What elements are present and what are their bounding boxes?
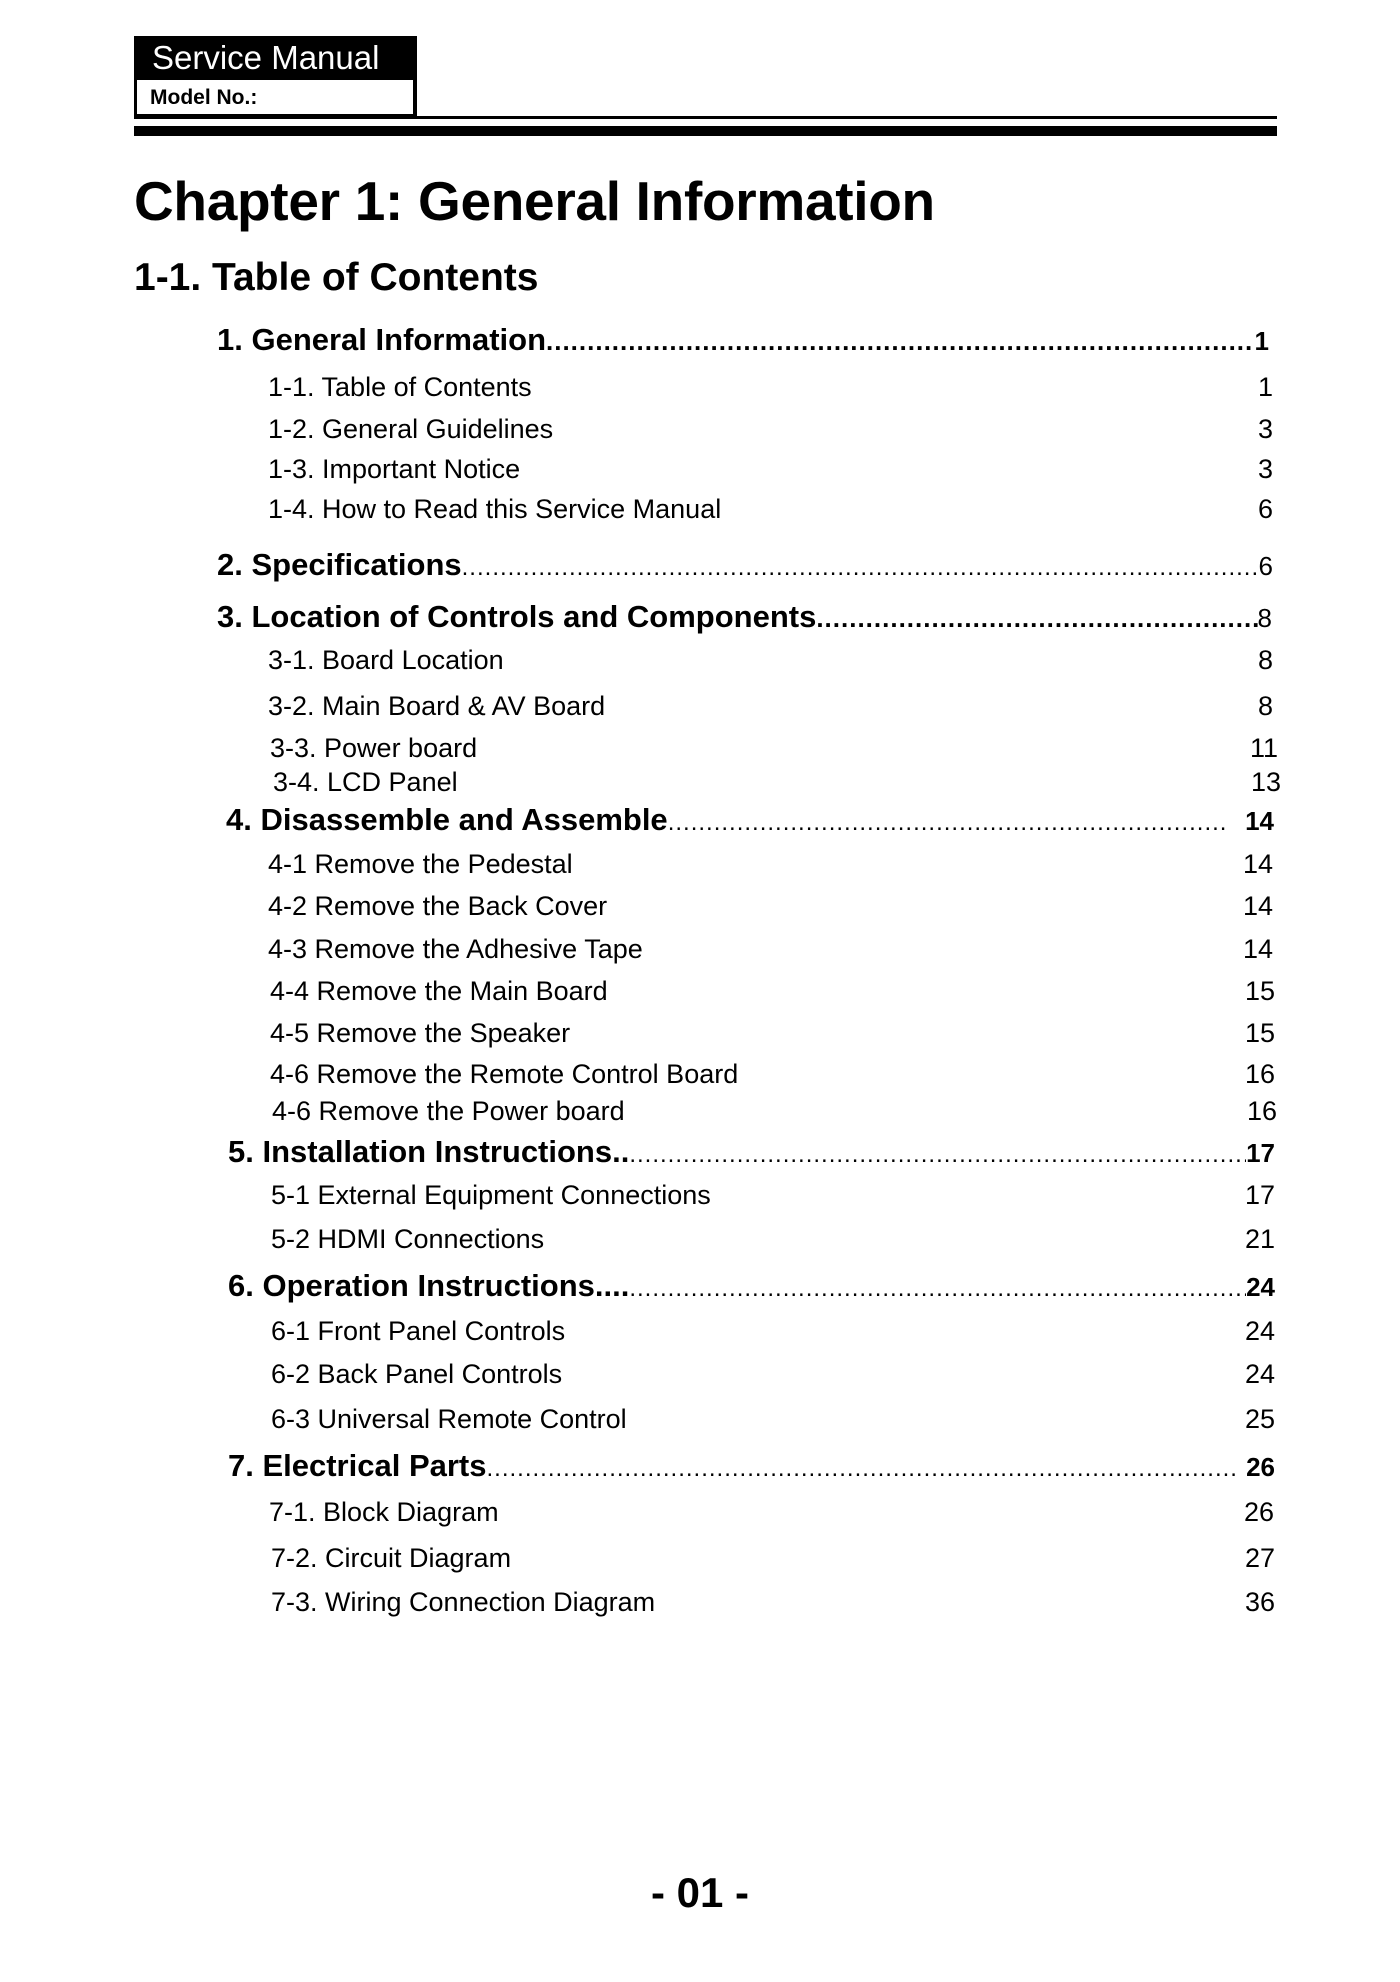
toc-entry-page: 14: [1242, 891, 1273, 921]
toc-entry-page: 27: [1244, 1543, 1275, 1573]
toc-entry-page: 15: [1244, 1018, 1275, 1048]
toc-entry-label: 5. Installation Instructions..: [228, 1134, 630, 1169]
toc-entry[interactable]: [269, 1497, 1274, 1533]
toc-entry-page: 36: [1244, 1587, 1275, 1617]
toc-entry-page: 21: [1244, 1224, 1275, 1254]
toc-entry-page: 1: [1254, 326, 1269, 356]
toc-entry[interactable]: [268, 372, 1273, 408]
toc-entry-label: 3-2. Main Board & AV Board: [268, 691, 606, 721]
toc-entry-page: 16: [1246, 1096, 1277, 1126]
toc-entry[interactable]: [270, 976, 1275, 1012]
toc-entry-label: 6. Operation Instructions....: [228, 1268, 630, 1303]
toc-entry-label: 5-2 HDMI Connections: [271, 1224, 545, 1254]
toc-entry[interactable]: [268, 691, 1273, 727]
toc-entry-page: 26: [1243, 1497, 1274, 1527]
toc-entry-page: 8: [1257, 691, 1273, 721]
toc-entry-label: 4-6 Remove the Remote Control Board: [270, 1059, 739, 1089]
toc-entry-page: 6: [1257, 494, 1273, 524]
toc-entry[interactable]: [268, 645, 1273, 681]
toc-entry-label: 6-2 Back Panel Controls: [271, 1359, 563, 1389]
toc-entry[interactable]: [268, 934, 1273, 970]
toc-entry[interactable]: [226, 802, 1274, 838]
toc-entry-label: 7-2. Circuit Diagram: [271, 1543, 512, 1573]
dot-leader: [629, 1141, 1246, 1169]
toc-entry-page: 24: [1244, 1316, 1275, 1346]
toc-entry-page: 26: [1246, 1452, 1275, 1482]
toc-entry[interactable]: [271, 1359, 1275, 1395]
toc-entry[interactable]: [217, 547, 1273, 583]
toc-entry-label: 4-4 Remove the Main Board: [270, 976, 608, 1006]
toc-entry-label: 3-3. Power board: [270, 733, 478, 763]
toc-entry-page: 17: [1244, 1180, 1275, 1210]
toc-entry-page: 14: [1245, 806, 1274, 836]
toc-entry-label: 1-4. How to Read this Service Manual: [268, 494, 722, 524]
toc-entry-page: 3: [1257, 414, 1273, 444]
toc-entry-label: 4-6 Remove the Power board: [272, 1096, 625, 1126]
toc-entry-label: 4. Disassemble and Assemble: [226, 802, 668, 837]
toc-entry-page: 8: [1257, 645, 1273, 675]
toc-entry-label: 2. Specifications: [217, 547, 462, 582]
dot-leader: [629, 1275, 1246, 1303]
toc-entry-label: 4-3 Remove the Adhesive Tape: [268, 934, 643, 964]
toc-entry[interactable]: [270, 1018, 1275, 1054]
toc-entry-page: 1: [1257, 372, 1273, 402]
toc-entry-page: 17: [1246, 1138, 1275, 1168]
toc-entry[interactable]: [271, 1224, 1275, 1260]
toc-entry[interactable]: [268, 454, 1273, 490]
toc-entry[interactable]: [217, 322, 1269, 358]
toc-entry-page: 16: [1244, 1059, 1275, 1089]
document-type-label: Service Manual: [152, 39, 380, 76]
chapter-title: Chapter 1: General Information: [134, 170, 935, 232]
dot-leader: [462, 554, 1259, 582]
toc-entry[interactable]: [270, 1059, 1275, 1095]
toc-entry-label: 7-1. Block Diagram: [269, 1497, 499, 1527]
toc-entry-page: 24: [1244, 1359, 1275, 1389]
toc-entry-label: 3-1. Board Location: [268, 645, 504, 675]
toc-entry[interactable]: [268, 849, 1273, 885]
toc-entry-page: 8: [1257, 603, 1272, 633]
header-rule-thick: [134, 126, 1277, 136]
toc-entry-label: 4-2 Remove the Back Cover: [268, 891, 608, 921]
dot-leader: [816, 603, 1257, 634]
toc-entry[interactable]: [228, 1268, 1275, 1304]
toc-entry-label: 4-1 Remove the Pedestal: [268, 849, 573, 879]
toc-entry-page: 3: [1257, 454, 1273, 484]
toc-entry-page: 14: [1242, 849, 1273, 879]
toc-entry-label: 4-5 Remove the Speaker: [270, 1018, 571, 1048]
toc-entry[interactable]: [268, 414, 1273, 450]
dot-leader: [668, 809, 1227, 837]
toc-entry-page: 25: [1244, 1404, 1275, 1434]
toc-entry[interactable]: [271, 1587, 1275, 1623]
toc-entry-label: 1-3. Important Notice: [268, 454, 521, 484]
toc-entry-page: 11: [1249, 733, 1278, 763]
toc-entry-page: 14: [1242, 934, 1273, 964]
toc-entry[interactable]: [228, 1448, 1275, 1484]
toc-entry[interactable]: [271, 1180, 1275, 1216]
toc-entry-page: 13: [1250, 767, 1281, 797]
toc-entry[interactable]: [273, 767, 1281, 803]
toc-entry[interactable]: [271, 1316, 1275, 1352]
toc-entry-label: 6-1 Front Panel Controls: [271, 1316, 566, 1346]
toc-entry-label: 3-4. LCD Panel: [273, 767, 458, 797]
section-title: 1-1. Table of Contents: [134, 256, 539, 299]
toc-entry-label: 3. Location of Controls and Components: [217, 599, 817, 634]
toc-entry-label: 1-2. General Guidelines: [268, 414, 554, 444]
toc-entry-page: 24: [1246, 1272, 1275, 1302]
toc-entry-label: 7. Electrical Parts: [228, 1448, 487, 1483]
toc-entry-label: 1. General Information: [217, 322, 547, 357]
toc-entry[interactable]: [268, 891, 1273, 927]
toc-entry[interactable]: [271, 1404, 1275, 1440]
toc-entry[interactable]: [271, 1543, 1275, 1579]
toc-entry-page: 6: [1258, 551, 1273, 581]
dot-leader: [487, 1455, 1237, 1483]
model-number-label: Model No.:: [150, 86, 258, 109]
toc-entry[interactable]: [270, 733, 1278, 769]
toc-entry-label: 6-3 Universal Remote Control: [271, 1404, 627, 1434]
toc-entry[interactable]: [217, 599, 1272, 635]
toc-entry[interactable]: [228, 1134, 1275, 1170]
toc-entry-page: 15: [1244, 976, 1275, 1006]
toc-entry-label: 1-1. Table of Contents: [268, 372, 532, 402]
toc-entry[interactable]: [272, 1096, 1277, 1132]
page-number: - 01 -: [650, 1869, 750, 1916]
header-rule-thin: [134, 116, 1277, 119]
toc-entry-label: 7-3. Wiring Connection Diagram: [271, 1587, 656, 1617]
dot-leader: [546, 326, 1255, 357]
toc-entry[interactable]: [268, 494, 1273, 530]
toc-entry-label: 5-1 External Equipment Connections: [271, 1180, 711, 1210]
